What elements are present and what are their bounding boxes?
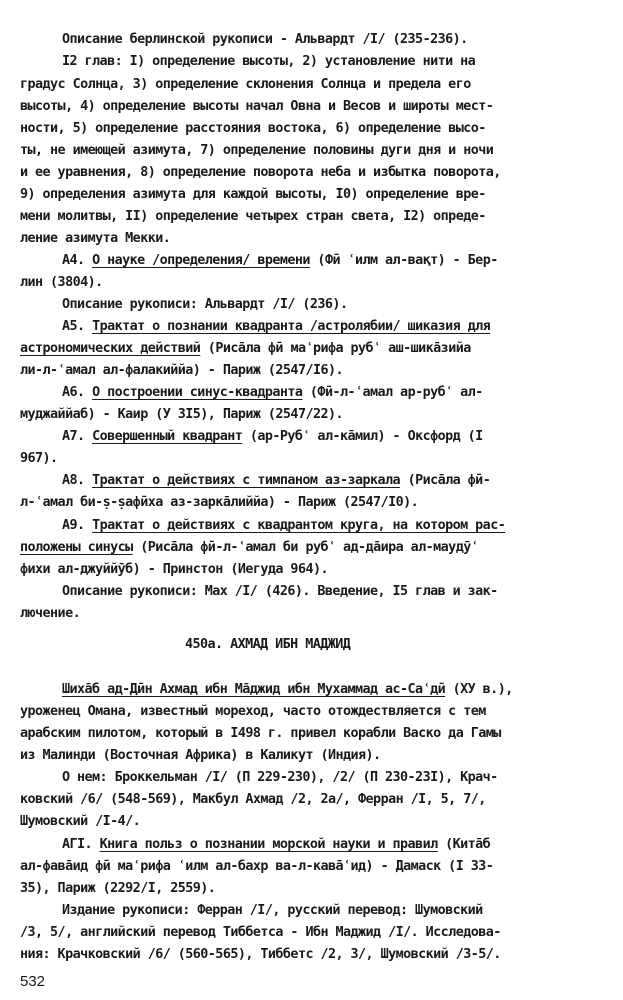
entry-title: астрономических действий	[20, 341, 201, 356]
text-line: ал-фавāид фӣ маʿрифа ʿилм ал-бахр ва-л-кавāʿид) - Дамаск (I 33-	[20, 859, 494, 874]
entry-number: А6.	[62, 385, 93, 400]
entry-details: (ар-Рубʿ ал-кāмил) - Оксфорд (I	[242, 429, 483, 444]
text-line: Издание рукописи: Ферран /I/, русский перевод: Шумовский	[62, 903, 483, 918]
entry-details: (Фӣ-л-ʿамал ар-рубʿ ал-	[302, 385, 483, 400]
entry-title: Трактат о познании квадранта /астролябии/ шиказия для	[92, 319, 491, 334]
text-line: О нем: Броккельман /I/ (П 229-230), /2/ (П 230-23I), Крач-	[62, 770, 498, 785]
entry-title: Совершенный квадрант	[92, 429, 243, 444]
text-line: Описание берлинской рукописи - Альвардт /I/ (235-236).	[62, 32, 468, 47]
text-line: градус Солнца, 3) определение склонения Солнца и предела его	[20, 77, 471, 92]
entry-a7	[62, 429, 483, 445]
text-line: I2 глав: I) определение высоты, 2) установление нити на	[62, 54, 476, 69]
entry-a6	[62, 385, 483, 401]
entry-number: А5.	[62, 319, 93, 334]
entry-details: (ХУ в.),	[445, 682, 513, 697]
entry-details: (Рисāла фӣ-л-ʿамал би рубʿ ад-дāира ал-маудӯʿ	[132, 540, 479, 555]
text-line: ты, не имеющей азимута, 7) определение половины дуги дня и ночи	[20, 143, 494, 158]
text-line: арабским пилотом, который в I498 г. привел корабли Васко да Гамы	[20, 726, 501, 741]
entry-number: А4.	[62, 253, 93, 268]
entry-title: Книга польз о познании морской науки и правил	[99, 837, 438, 852]
entry-number: А9.	[62, 518, 93, 533]
text-line: ление азимута Мекки.	[20, 231, 171, 246]
text-line: лючение.	[20, 606, 81, 621]
entry-details: (Китāб	[437, 837, 491, 852]
text-line: Описание рукописи: Мах /I/ (426). Введение, I5 глав и зак-	[62, 584, 498, 599]
entry-details: (Рисāла фӣ маʿрифа рубʿ аш-шикāзийа	[200, 341, 471, 356]
author-line	[62, 682, 513, 698]
entry-details: (Рисāла фӣ-	[400, 473, 491, 488]
entry-a5	[62, 319, 490, 335]
text-line: фихи ал-джуййӯб) - Принстон (Иегуда 964).	[20, 562, 328, 577]
entry-a9-cont	[20, 540, 478, 556]
text-line: из Малинди (Восточная Африка) в Каликут (Индия).	[20, 748, 381, 763]
entry-title: Трактат о действиях с тимпаном аз-заркала	[92, 473, 401, 488]
text-line: ковский /6/ (548-569), Макбул Ахмад /2, 2а/, Ферран /I, 5, 7/,	[20, 792, 486, 807]
entry-title: О науке /определения/ времени	[92, 253, 310, 268]
text-line: 967).	[20, 451, 58, 466]
text-line: мени молитвы, II) определение четырех стран света, I2) опреде-	[20, 209, 486, 224]
entry-number: АГI.	[62, 837, 100, 852]
page-number: 532	[20, 973, 46, 990]
text-line: л-ʿамал би-ṣ-ṣафӣха аз-заркāлиййа) - Париж (2547/I0).	[20, 495, 419, 510]
text-line: ния: Крачковский /6/ (560-565), Тиббетс /2, 3/, Шумовский /3-5/.	[20, 947, 501, 962]
entry-title: положены синусы	[20, 540, 133, 555]
entry-title: О построении синус-квадранта	[92, 385, 303, 400]
text-line: муджаййаб) - Каир (У 3I5), Париж (2547/22).	[20, 407, 344, 422]
text-line: /3, 5/, английский перевод Тиббетса - Ибн Маджид /I/. Исследова-	[20, 925, 501, 940]
entry-details: (Фӣ ʿилм ал-вақт) - Бер-	[309, 253, 498, 268]
text-line: Описание рукописи: Альвардт /I/ (236).	[62, 297, 348, 312]
entry-a9	[62, 518, 505, 534]
section-heading: 450а. АХМАД ИБН МАДЖИД	[185, 637, 351, 652]
text-line: высоты, 4) определение высоты начал Овна и Весов и широты мест-	[20, 99, 494, 114]
text-line: Шумовский /I-4/.	[20, 814, 141, 829]
entry-number: А8.	[62, 473, 93, 488]
text-line: 35), Париж (2292/I, 2559).	[20, 881, 216, 896]
text-line: 9) определения азимута для каждой высоты, I0) определение вре-	[20, 187, 486, 202]
text-line: и ее уравнения, 8) определение поворота неба и избытка поворота,	[20, 165, 501, 180]
text-line: ности, 5) определение расстояния востока, 6) определение высо-	[20, 121, 486, 136]
entry-a8	[62, 473, 490, 489]
text-line: уроженец Омана, известный мореход, часто отождествляется с тем	[20, 704, 486, 719]
entry-agi	[62, 837, 490, 853]
author-name: Шихāб ад-Дӣн Ахмад ибн Мāджид ибн Мухаммад ас-Саʿдӣ	[62, 682, 446, 697]
text-line: ли-л-ʿамал ал-фалакиййа) - Париж (2547/I6).	[20, 363, 344, 378]
entry-a5-cont	[20, 341, 471, 357]
entry-a4	[62, 253, 498, 269]
entry-number: А7.	[62, 429, 93, 444]
text-line: лин (3804).	[20, 275, 103, 290]
entry-title: Трактат о действиях с квадрантом круга, на котором рас-	[92, 518, 506, 533]
